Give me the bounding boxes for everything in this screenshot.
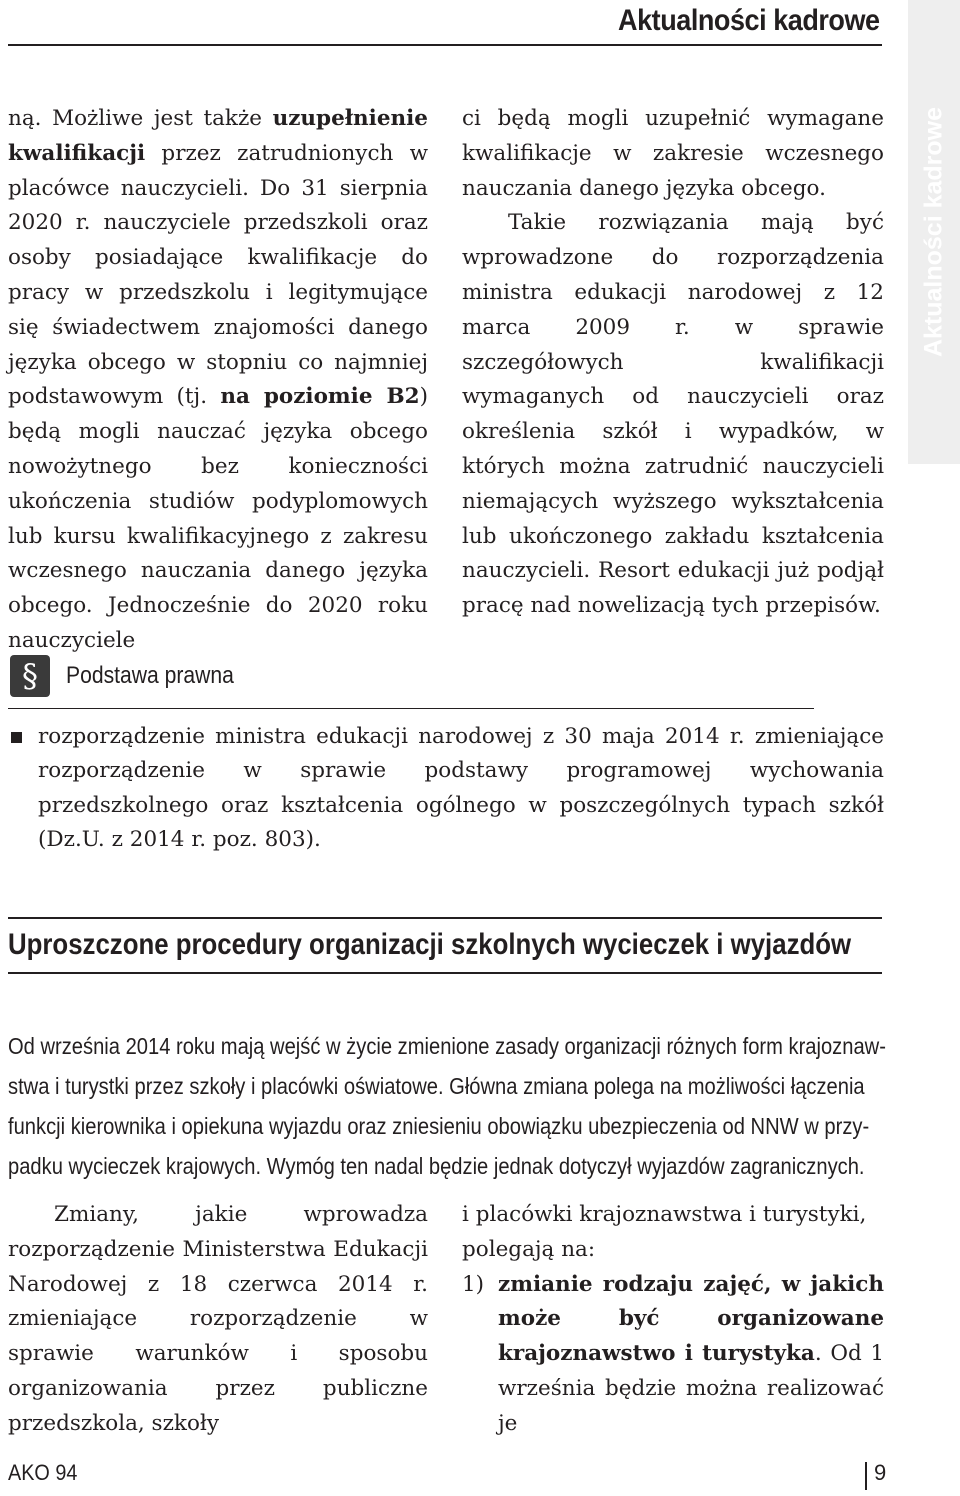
side-tab-label: Aktualności kadrowe	[919, 106, 948, 358]
article-column-4	[462, 1198, 884, 1442]
footer-publication: AKO 94	[8, 1460, 78, 1485]
text-run: ) będą mogli nauczać języka obcego nowożytnego bez konieczności ukończenia studiów podyplomowych lub kursu kwalifikacyjnego z zakresu wczesnego nauczania danego języka obcego. Jednocześnie do 2020 roku nauczyciele	[8, 384, 428, 653]
section-lead	[8, 1026, 884, 1186]
page-number: 9	[874, 1460, 887, 1485]
lead-line: padku wycieczek krajowych. Wymóg ten nadal będzie jednak dotyczył wyjazdów zagranicznych.	[8, 1153, 865, 1179]
legal-basis-label: Podstawa prawna	[66, 662, 234, 689]
bold-run: zmianie rodzaju zajęć, w jakich może być organizowane krajoznawstwo i turystyka	[498, 1271, 884, 1367]
footer-divider	[865, 1462, 867, 1490]
paragraph	[8, 102, 428, 659]
paragraph: Takie rozwiązania mają być wprowadzone do rozporządzenia ministra edukacji narodowej z 12 marca 2009 r. w sprawie szczegółowych kwalifikacji wymaganych od nauczycieli oraz określenia szkół i wypadków, w których można zatrudnić nauczycieli niemających wyższego wykształcenia lub ukończonego zakładu kształcenia nauczycieli. Resort edukacji już podjął pracę nad nowelizacją tych przepisów.	[462, 210, 884, 619]
article-column-3	[8, 1198, 428, 1442]
paragraph: ci będą mogli uzupełnić wymagane kwalifikacje w zakresie wczesnego nauczania danego języka obcego.	[462, 106, 884, 201]
lead-line: stwa i turystki przez szkoły i placówki oświatowe. Główna zmiana polega na możliwości łączenia	[8, 1073, 865, 1099]
header-rule	[8, 44, 882, 46]
section-title: Uproszczone procedury organizacji szkolnych wycieczek i wyjazdów	[8, 928, 852, 961]
article-column-2	[462, 102, 884, 624]
running-header: Aktualności kadrowe	[618, 4, 880, 37]
lead-line: funkcji kierownika i opiekuna wyjazdu oraz zniesieniu obowiązku ubezpieczenia od NNW w przy-	[8, 1113, 870, 1139]
section-title-rule-top	[8, 917, 882, 919]
square-bullet-icon	[11, 732, 22, 743]
paragraph-sign-icon: §	[10, 655, 50, 697]
text-run: przez zatrudnionych w placówce nauczycieli. Do 31 sierpnia 2020 r. nauczyciele przedszkoli oraz osoby posiadające kwalifikacje do pracy w przedszkolu i legitymujące się świadectwem znajomości danego języka obcego w stopniu co najmniej podstawowym (tj.	[8, 140, 428, 410]
bold-run: na poziomie B2	[220, 384, 420, 410]
text-run: . Od 1 września będzie można realizować je	[498, 1341, 884, 1436]
section-title-rule-bottom	[8, 972, 882, 974]
paragraph: Zmiany, jakie wprowadza rozporządzenie Ministerstwa Edukacji Narodowej z 18 czerwca 2014 r. zmieniające rozporządzenie w sprawie warunków i sposobu organizowania przez publiczne przedszkola, szkoły	[8, 1202, 428, 1436]
list-item-number: 1)	[462, 1271, 485, 1297]
list-item-text	[498, 1268, 884, 1442]
bold-run: uzupełnienie kwalifikacji	[8, 106, 428, 166]
text-run: ną. Możliwe jest także	[8, 106, 273, 131]
lead-line: Od września 2014 roku mają wejść w życie zmienione zasady organizacji różnych form krajoznaw-	[8, 1033, 886, 1059]
section-side-tab	[908, 0, 960, 464]
list-item	[462, 1268, 884, 1442]
article-column-1	[8, 102, 428, 659]
legal-basis-item: rozporządzenie ministra edukacji narodowej z 30 maja 2014 r. zmieniające rozporządzenie w sprawie podstawy programowej wychowania przedszkolnego oraz kształcenia ogólnego w poszczególnych typach szkół (Dz.U. z 2014 r. poz. 803).	[38, 724, 884, 853]
legal-basis-rule	[8, 708, 814, 709]
paragraph: i placówki krajoznawstwa i turystyki, polegają na:	[462, 1202, 867, 1262]
